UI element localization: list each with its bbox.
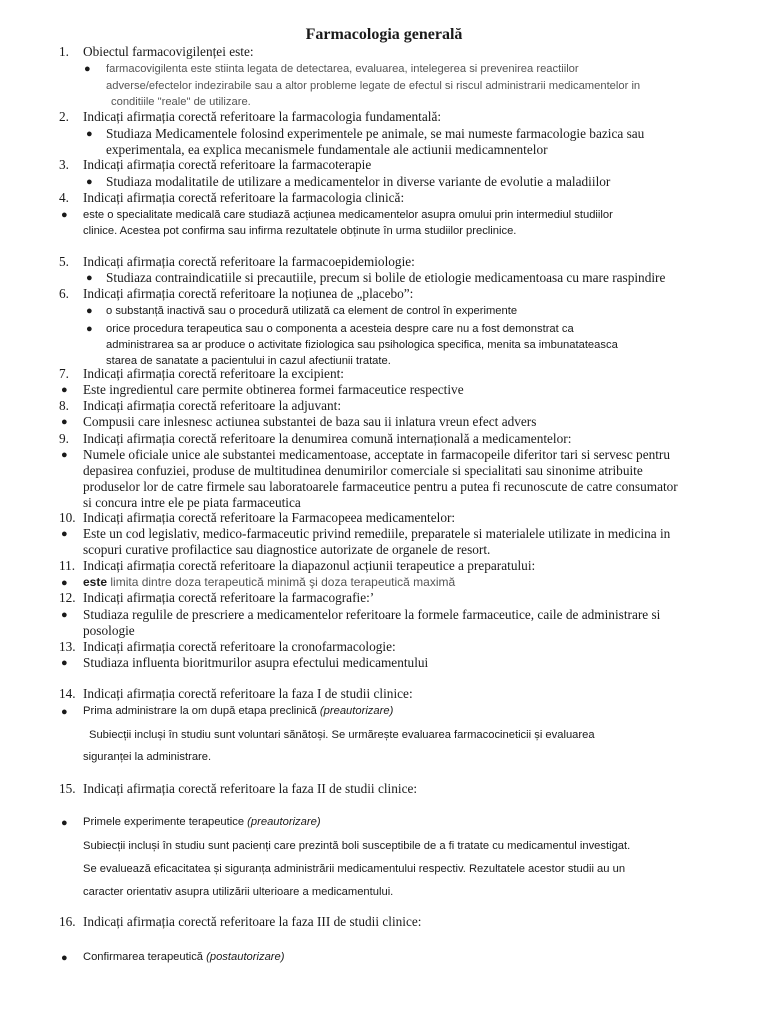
bullet-icon: ● (86, 128, 93, 140)
answer-text: experimentala, ea explica mecanismele fundamentale ale actiunii medicamnentelor (106, 142, 548, 157)
answer-text: Studiaza contraindicatiile si precautiile, precum si bolile de etiologie medicamentoasa cu mare raspindire (106, 270, 666, 285)
question-text: Indicați afirmația corectă referitoare la adjuvant: (83, 398, 342, 413)
answer-text (83, 949, 284, 966)
question-text: Indicați afirmația corectă referitoare la faza II de studii clinice: (83, 781, 418, 796)
bullet-icon: ● (61, 528, 68, 540)
answer-bold: este (83, 575, 108, 589)
paragraph-text: Subiecții incluși în studiu sunt voluntari sănătoși. Se urmărește evaluarea farmacocineticii și evaluarea (89, 729, 595, 741)
bullet-icon: ● (61, 952, 68, 964)
question-text: Indicați afirmația corectă referitoare la farmacologia clinică: (83, 190, 405, 205)
answer-text (83, 814, 321, 831)
answer-text: clinice. Acestea pot confirma sau infirma rezultatele obținute în urma studiilor preclinice. (83, 225, 517, 237)
answer-main: Prima administrare la om după etapa preclinică (83, 705, 320, 717)
item-number: 16. (59, 914, 76, 929)
answer-text: starea de sanatate a pacientului in cazul afectiunii tratate. (106, 355, 391, 367)
answer-text: farmacovigilenta este stiinta legata de detectarea, evaluarea, intelegerea si prevenirea reactiilor (106, 63, 579, 75)
answer-text: posologie (83, 623, 135, 638)
item-number: 2. (59, 109, 69, 124)
bullet-icon: ● (86, 272, 93, 284)
question-text: Indicați afirmația corectă referitoare la excipient: (83, 366, 344, 381)
question-text: Indicați afirmația corectă referitoare la faza I de studii clinice: (83, 686, 413, 701)
question-text: Obiectul farmacovigilenței este: (83, 44, 254, 59)
question-text: Indicați afirmația corectă referitoare la farmacologia fundamentală: (83, 109, 442, 124)
paragraph-text: siguranței la administrare. (83, 751, 212, 763)
answer-text: Este un cod legislativ, medico-farmaceutic privind remediile, preparatele si materialele utilizate in medicina in (83, 526, 671, 541)
answer-rest: limita dintre doza terapeutică minimă şi doza terapeutică maximă (107, 575, 456, 589)
question-text: Indicați afirmația corectă referitoare la faza III de studii clinice: (83, 914, 422, 929)
bullet-icon: ● (61, 657, 68, 669)
answer-text: si concura intre ele pe piata farmaceutica (83, 495, 301, 510)
paragraph-text: Se evaluează eficacitatea și siguranța administrării medicamentului respectiv. Rezultatele acestor studii au un (83, 863, 626, 875)
item-number: 14. (59, 686, 76, 701)
answer-main: Confirmarea terapeutică (83, 951, 207, 963)
bullet-icon: ● (86, 305, 93, 317)
item-number: 9. (59, 431, 69, 446)
bullet-icon: ● (61, 416, 68, 428)
answer-note: (preautorizare) (319, 705, 394, 717)
answer-text: scopuri curative profilactice sau diagnostice autorizate de organele de resort. (83, 542, 491, 557)
question-text: Indicați afirmația corectă referitoare la diapazonul acțiunii terapeutice a preparatului: (83, 558, 536, 573)
bullet-icon: ● (61, 449, 68, 461)
question-text: Indicați afirmația corectă referitoare la Farmacopeea medicamentelor: (83, 510, 456, 525)
question-text: Indicați afirmația corectă referitoare la cronofarmacologie: (83, 639, 396, 654)
item-number: 15. (59, 781, 76, 796)
paragraph-text: Subiecții incluși în studiu sunt pacienți care prezintă boli susceptibile de a fi tratate cu medicamentul investigat. (83, 840, 631, 852)
bullet-icon: ● (86, 323, 93, 335)
answer-text: Compusii care inlesnesc actiunea substantei de baza sau ii inlatura vreun efect advers (83, 414, 537, 429)
answer-text: administrarea sa ar produce o activitate fiziologica sau psihologica specifica, menita sa imbunatateasca (106, 339, 618, 351)
answer-text: produselor lor de catre firmele sau laboratoarele farmaceutice pentru a putea fi recunoscute de catre consumator (83, 479, 678, 494)
item-number: 6. (59, 286, 69, 301)
answer-text: Studiaza regulile de prescriere a medicamentelor referitoare la formele farmaceutice, caile de administrare si (83, 607, 661, 622)
answer-text: Studiaza Medicamentele folosind experimentele pe animale, se mai numeste farmacologie bazica sau (106, 126, 645, 141)
answer-text (83, 574, 455, 591)
bullet-icon: ● (84, 63, 91, 75)
answer-text: Numele oficiale unice ale substantei medicamentoase, acceptate in farmacopeile diferitor tari si servesc pentru (83, 447, 671, 462)
question-text: Indicați afirmația corectă referitoare la denumirea comună internațională a medicamentelor: (83, 431, 572, 446)
answer-main: Primele experimente terapeutice (83, 816, 248, 828)
item-number: 7. (59, 366, 69, 381)
answer-text: Studiaza modalitatile de utilizare a medicamentelor in diverse variante de evolutie a maladiilor (106, 174, 611, 189)
item-number: 8. (59, 398, 69, 413)
item-number: 3. (59, 157, 69, 172)
bullet-icon: ● (61, 706, 68, 718)
bullet-icon: ● (86, 176, 93, 188)
answer-note: (postautorizare) (206, 951, 285, 963)
bullet-icon: ● (61, 609, 68, 621)
item-number: 10. (59, 510, 76, 525)
page-title: Farmacologia generală (305, 26, 463, 43)
question-text: Indicați afirmația corectă referitoare la noțiunea de „placebo”: (83, 286, 414, 301)
bullet-icon: ● (61, 384, 68, 396)
answer-text: orice procedura terapeutica sau o componenta a acesteia despre care nu a fost demonstrat ca (106, 323, 574, 335)
answer-text: Este ingredientul care permite obtinerea formei farmaceutice respective (83, 382, 464, 397)
answer-text: conditiile "reale" de utilizare. (111, 96, 251, 108)
answer-note: (preautorizare) (247, 816, 321, 828)
bullet-icon: ● (61, 577, 68, 589)
answer-text: depasirea confuziei, produse de multitudinea denumirilor comerciale si specialitati sau sinonime atribuite (83, 463, 643, 478)
item-number: 13. (59, 639, 76, 654)
answer-text (83, 703, 393, 720)
answer-text: este o specialitate medicală care studiază acțiunea medicamentelor asupra omului prin intermediul studiilor (83, 209, 613, 221)
item-number: 12. (59, 590, 76, 605)
paragraph-text: caracter orientativ asupra utilizării ulterioare a medicamentului. (83, 886, 394, 898)
item-number: 4. (59, 190, 69, 205)
question-text: Indicați afirmația corectă referitoare la farmacoterapie (83, 157, 372, 172)
bullet-icon: ● (61, 209, 68, 221)
answer-text: Studiaza influenta bioritmurilor asupra efectului medicamentului (83, 655, 429, 670)
answer-text: o substanță inactivă sau o procedură utilizată ca element de control în experimente (106, 305, 518, 317)
question-text: Indicați afirmația corectă referitoare la farmacoepidemiologie: (83, 254, 415, 269)
question-text: Indicați afirmația corectă referitoare la farmacografie:’ (83, 590, 375, 605)
item-number: 11. (59, 558, 76, 573)
answer-text: adverse/efectelor indezirabile sau a altor probleme legate de efectul si riscul administrarii medicamentelor in (106, 80, 641, 92)
item-number: 1. (59, 44, 69, 59)
bullet-icon: ● (61, 817, 68, 829)
item-number: 5. (59, 254, 69, 269)
